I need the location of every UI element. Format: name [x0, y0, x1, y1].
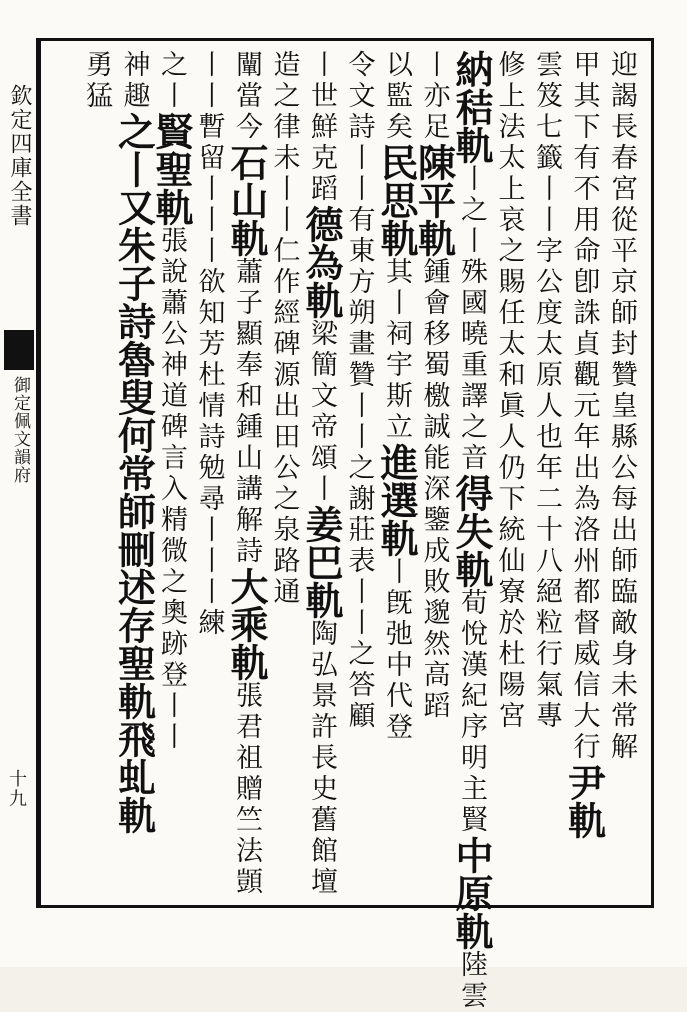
text-segment: 之丨 — [156, 50, 187, 112]
text-column — [190, 50, 228, 900]
text-segment: 民思軌 — [374, 143, 419, 257]
text-segment: 梁簡文帝頌丨 — [306, 319, 337, 505]
text-segment: 令文詩丨丨有 — [343, 50, 375, 236]
text-column — [374, 50, 419, 900]
text-column — [78, 50, 116, 900]
text-segment: 陸雲 — [456, 950, 487, 1012]
text-column — [411, 50, 457, 900]
text-segment: 得失軌 — [449, 474, 494, 588]
text-column — [265, 50, 303, 900]
text-segment: 丨丨仁作經 — [268, 174, 300, 329]
text-segment: 德為軌 — [299, 205, 344, 319]
book-title: 欽定四庫全書 — [7, 84, 32, 228]
text-segment: 丨之丨殊國曉重譯之音 — [456, 164, 487, 474]
text-segment: 丨世鮮克蹈 — [306, 50, 337, 205]
text-column — [224, 50, 269, 900]
text-segment: 石山軌 — [224, 143, 269, 257]
text-segment: 之丨又朱子詩魯叟何常師刪述存聖軌 — [111, 112, 157, 720]
fish-tail-mark — [4, 330, 34, 370]
text-segment: 甲其下有不用命卽誅貞觀元年出為洛州都督威信大行 — [568, 50, 600, 763]
text-segment: 丨旣弛中代登 — [381, 557, 412, 743]
text-column — [340, 50, 378, 900]
text-column — [528, 50, 566, 900]
text-segment: 荀悅漢紀序明主賢 — [456, 588, 487, 836]
text-segment: 賢聖軌 — [149, 112, 194, 226]
text-column — [299, 50, 344, 900]
text-segment: 以監矣 — [381, 50, 412, 143]
text-segment: 丨丨 — [193, 50, 225, 112]
text-segment: 造之律未 — [268, 50, 300, 174]
text-segment: 勇猛 — [81, 50, 112, 112]
text-segment: 納 — [449, 50, 494, 88]
text-segment: 其丨祠宇斯立 — [381, 257, 412, 443]
text-column — [603, 50, 641, 900]
text-segment: 闡當今 — [231, 50, 262, 143]
text-segment: 姜巴軌 — [299, 505, 344, 619]
text-segment: 答顧 — [343, 670, 375, 732]
text-segment: 雲笈七籤丨丨字公度太原人也年二十八絕粒行氣專 — [531, 50, 562, 732]
text-segment: 陳平軌 — [411, 143, 457, 257]
text-segment: 進選軌 — [374, 443, 419, 557]
text-segment: 飛虬軌 — [111, 720, 157, 834]
text-segment: 暫留丨丨丨欲知芳杜情 — [193, 112, 225, 422]
text-segment: 神趣 — [118, 50, 150, 112]
text-column — [449, 50, 494, 1012]
text-column — [561, 50, 607, 900]
text-segment: 東方朔畫贊丨丨之 — [343, 236, 375, 484]
text-segment: 修上法太上哀之賜任太和眞人仍下統仙寮於杜陽宮 — [493, 50, 525, 732]
text-segment: 尹軌 — [561, 763, 607, 839]
text-segment: 鍾會移蜀檄誠能深鑒成敗邈然高 — [418, 257, 450, 691]
page-margin-strip — [0, 38, 39, 908]
text-column — [149, 50, 194, 900]
text-segment: 蹈 — [418, 691, 450, 722]
text-segment: 中原軌 — [449, 836, 494, 950]
text-column — [490, 50, 528, 900]
text-column — [111, 50, 157, 900]
text-segment: 丨亦足 — [418, 50, 450, 143]
text-segment: 張君祖贈竺法顗 — [231, 681, 262, 898]
text-segment: 碑源出田公之泉路通 — [268, 329, 300, 608]
text-segment: 謝莊表丨丨之 — [343, 484, 375, 670]
text-segment: 大乘軌 — [224, 567, 269, 681]
text-segment: 張說蕭公神道碑言入精微之奧跡登丨丨 — [156, 226, 187, 753]
text-segment: 蕭子顯奉和鍾山講解詩 — [231, 257, 262, 567]
text-segment: 迎謁長春宮從平京師封贊皇縣公每出師臨敵身未常解 — [606, 50, 637, 763]
text-segment: 陶弘景許長史舊館壇 — [306, 619, 337, 898]
book-subtitle: 御定佩文韻府 — [10, 376, 30, 484]
page-number: 十九 — [9, 769, 27, 810]
text-segment: 秸軌 — [449, 88, 494, 164]
text-segment: 詩勉尋丨丨丨練 — [193, 422, 225, 639]
